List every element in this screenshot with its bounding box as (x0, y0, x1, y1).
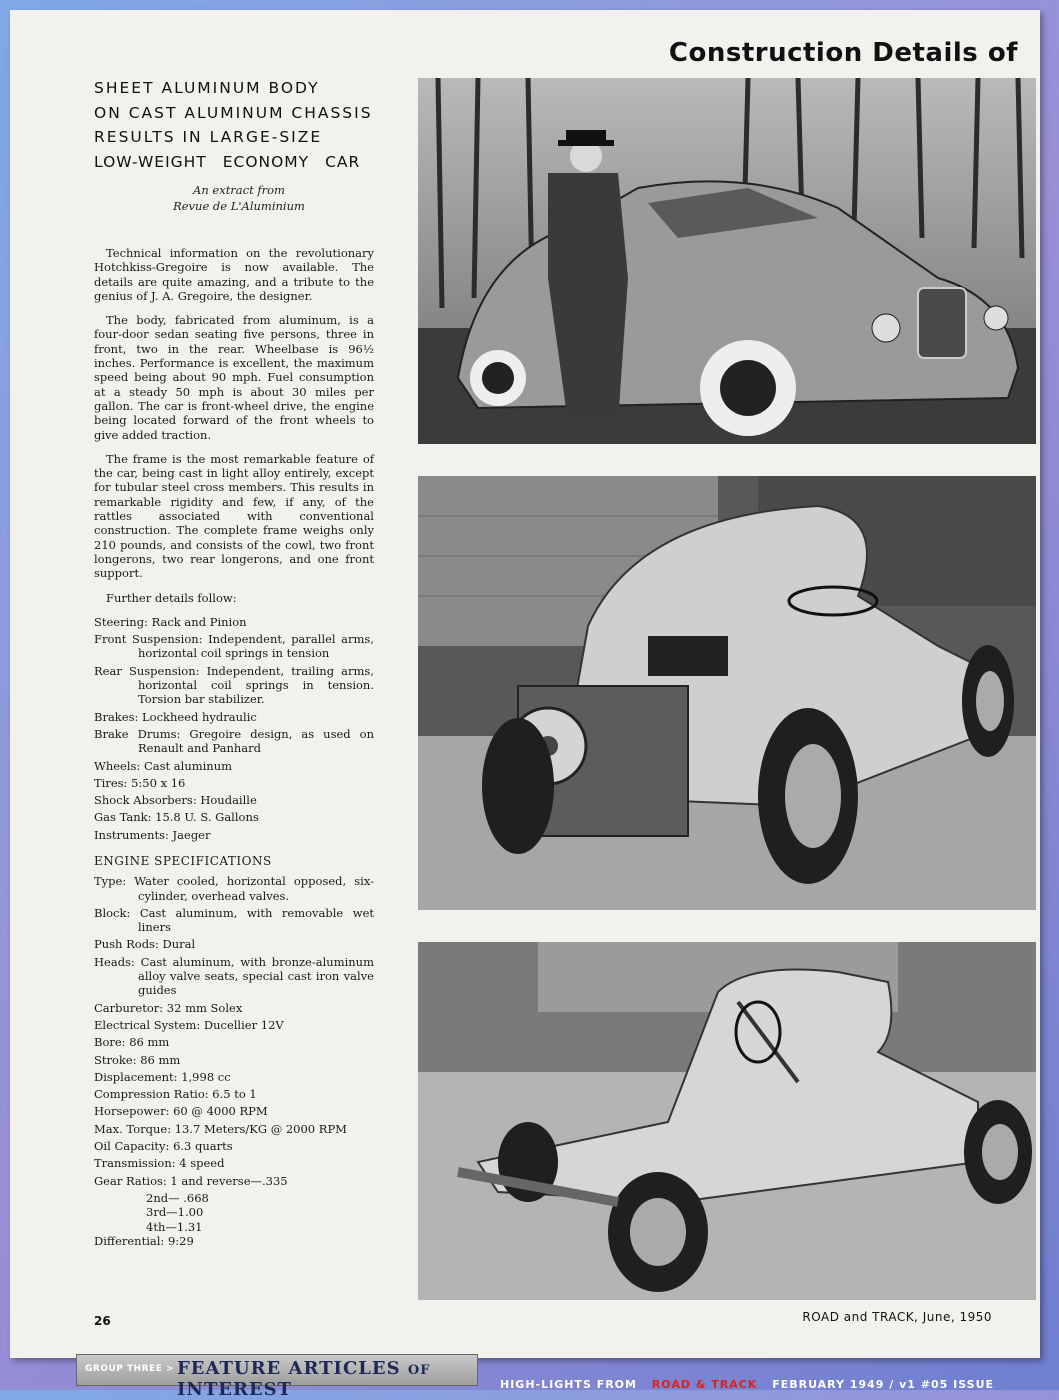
engine-spec-item: Differential: 9:29 (94, 1233, 194, 1248)
source-credit (94, 182, 384, 214)
spec-item: Instruments: Jaeger (94, 827, 211, 842)
gear-ratio-line: 4th—1.31 (146, 1219, 203, 1234)
headline-line: SHEET ALUMINUM BODY (94, 79, 320, 97)
extract-label: An extract from (193, 183, 285, 197)
engine-spec-item: Electrical System: Ducellier 12V (94, 1017, 284, 1032)
article-headline (94, 76, 384, 174)
engine-spec-item: Carburetor: 32 mm Solex (94, 1000, 243, 1015)
section-banner (76, 1354, 478, 1400)
brand-name: ROAD & TRACK (651, 1378, 758, 1391)
engine-specs-heading: ENGINE SPECIFICATIONS (94, 853, 272, 868)
engine-spec-item: Stroke: 86 mm (94, 1052, 181, 1067)
engine-spec-item: Push Rods: Dural (94, 937, 196, 952)
spec-item: Shock Absorbers: Houdaille (94, 793, 257, 808)
engine-spec-item: Oil Capacity: 6.3 quarts (94, 1139, 233, 1154)
engine-spec-item: Max. Torque: 13.7 Meters/KG @ 2000 RPM (94, 1121, 347, 1136)
man-standing-beside-sedan-photo (418, 78, 1036, 444)
body-paragraph: The body, fabricated from aluminum, is a four-door sedan seating five persons, three in front, two in the rear. Wheelbase is 96½ inches. Performance is excellent, the maximum speed being about 90 mph. Fuel consumption at a steady 50 mph is about 30 miles per gallon. The car is front-wheel drive, the engine being located forward of the front wheels to give added traction. (94, 313, 374, 442)
engine-spec-item: Transmission: 4 speed (94, 1156, 225, 1171)
headline-line: RESULTS IN LARGE-SIZE (94, 128, 323, 146)
group-label: GROUP THREE > (85, 1364, 175, 1374)
body-paragraph: Technical information on the revolutionary Hotchkiss-Gregoire is now available. The details are quite amazing, and a tribute to the genius of J. A. Gregoire, the designer. (94, 246, 374, 303)
spec-item: Gas Tank: 15.8 U. S. Gallons (94, 810, 259, 825)
magazine-citation: ROAD and TRACK, June, 1950 (802, 1310, 992, 1324)
further-details-label: Further details follow: (106, 590, 237, 605)
gear-ratio-line: 2nd— .668 (146, 1190, 209, 1205)
spec-item: Brake Drums: Gregoire design, as used on Renault and Panhard (94, 726, 374, 756)
chassis-with-engine-front-view-photo (418, 476, 1036, 910)
engine-spec-item: Bore: 86 mm (94, 1035, 170, 1050)
engine-spec-item: Compression Ratio: 6.5 to 1 (94, 1087, 257, 1102)
engine-spec-item: Block: Cast aluminum, with removable wet liners (94, 905, 374, 935)
magazine-page (10, 10, 1040, 1358)
engine-spec-item: Displacement: 1,998 cc (94, 1069, 231, 1084)
spec-item: Tires: 5:50 x 16 (94, 775, 186, 790)
gear-ratio-line: 3rd—1.00 (146, 1205, 204, 1220)
spec-item: Wheels: Cast aluminum (94, 758, 233, 773)
engine-spec-item: Type: Water cooled, horizontal opposed, six-cylinder, overhead valves. (94, 874, 374, 903)
engine-spec-item: Gear Ratios: 1 and reverse—.335 (94, 1173, 288, 1188)
headline-line: ON CAST ALUMINUM CHASSIS (94, 103, 373, 122)
spec-item: Brakes: Lockheed hydraulic (94, 709, 257, 724)
body-paragraph: The frame is the most remarkable feature of the car, being cast in light alloy entirely, except for tubular steel cross members. This results in remarkable rigidity and few, if any, of the rattles associated with conventional construction. The complete frame weighs only 210 pounds, and consists of the cowl, two front longerons, two rear longerons, and one front support. (94, 451, 374, 581)
page-number: 26 (94, 1314, 111, 1328)
headline-line: LOW-WEIGHT ECONOMY CAR (94, 152, 361, 171)
issue-footer-bar (500, 1378, 994, 1391)
issue-date: FEBRUARY 1949 / v1 #05 ISSUE (772, 1378, 995, 1391)
extract-source: Revue de L'Aluminium (173, 199, 305, 213)
engine-spec-item: Heads: Cast aluminum, with bronze-aluminum alloy valve seats, special cast iron valve guides (94, 954, 374, 998)
bare-cast-frame-chassis-photo (418, 942, 1036, 1300)
page-title: Construction Details of (668, 38, 1018, 68)
spec-item: Steering: Rack and Pinion (94, 614, 247, 629)
engine-spec-item: Horsepower: 60 @ 4000 RPM (94, 1104, 268, 1119)
spec-item: Front Suspension: Independent, parallel arms, horizontal coil springs in tension (94, 632, 374, 661)
article-body (94, 246, 374, 1251)
issue-prefix: HIGH-LIGHTS FROM (500, 1378, 637, 1391)
feature-label: FEATURE ARTICLES of INTEREST (177, 1358, 431, 1400)
spec-item: Rear Suspension: Independent, trailing arms, horizontal coil springs in tension. Torsion bar stabilizer. (94, 663, 374, 707)
